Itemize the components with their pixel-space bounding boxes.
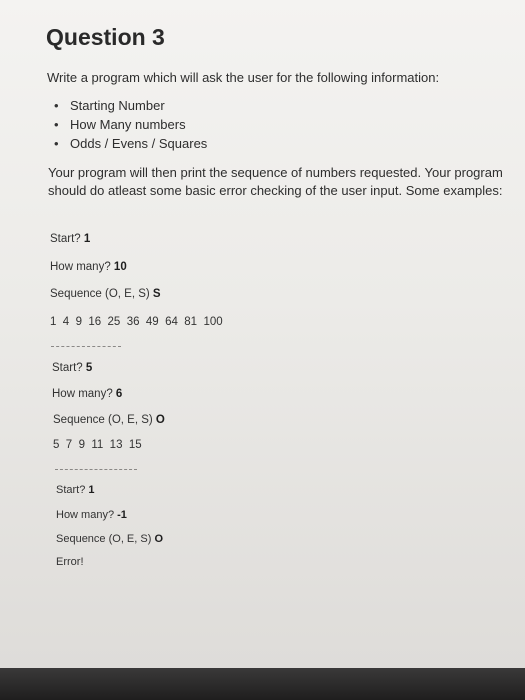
bullet-sequence-type: • Odds / Evens / Squares bbox=[54, 134, 207, 153]
example-2-sequence: Sequence (O, E, S) O bbox=[53, 414, 165, 426]
example-3-howmany: How many? -1 bbox=[56, 509, 127, 521]
bullet-how-many: • How Many numbers bbox=[54, 115, 207, 134]
example-3-start: Start? 1 bbox=[56, 484, 95, 496]
example-3-output: Error! bbox=[56, 556, 84, 568]
example-1-sequence: Sequence (O, E, S) S bbox=[50, 288, 161, 300]
example-3-sequence: Sequence (O, E, S) O bbox=[56, 533, 164, 545]
example-1-howmany: How many? 10 bbox=[50, 261, 127, 273]
question-title: Question 3 bbox=[46, 24, 165, 50]
monitor-bezel bbox=[0, 668, 525, 700]
example-2-start: Start? 5 bbox=[52, 362, 93, 374]
example-1-start: Start? 1 bbox=[50, 233, 91, 245]
requirements-list bbox=[54, 96, 207, 153]
example-2-output: 5 7 9 11 13 15 bbox=[53, 439, 142, 451]
divider-1 bbox=[51, 346, 121, 347]
divider-2 bbox=[55, 469, 137, 470]
instructions-paragraph: Your program will then print the sequence of numbers requested. Your program should do atleast some basic error checking of the user input. Some examples: bbox=[48, 165, 503, 198]
example-2-howmany: How many? 6 bbox=[52, 388, 123, 400]
bullet-starting-number: • Starting Number bbox=[54, 96, 207, 115]
example-1-output: 1 4 9 16 25 36 49 64 81 100 bbox=[50, 316, 223, 328]
question-intro: Write a program which will ask the user for the following information: bbox=[47, 70, 440, 85]
